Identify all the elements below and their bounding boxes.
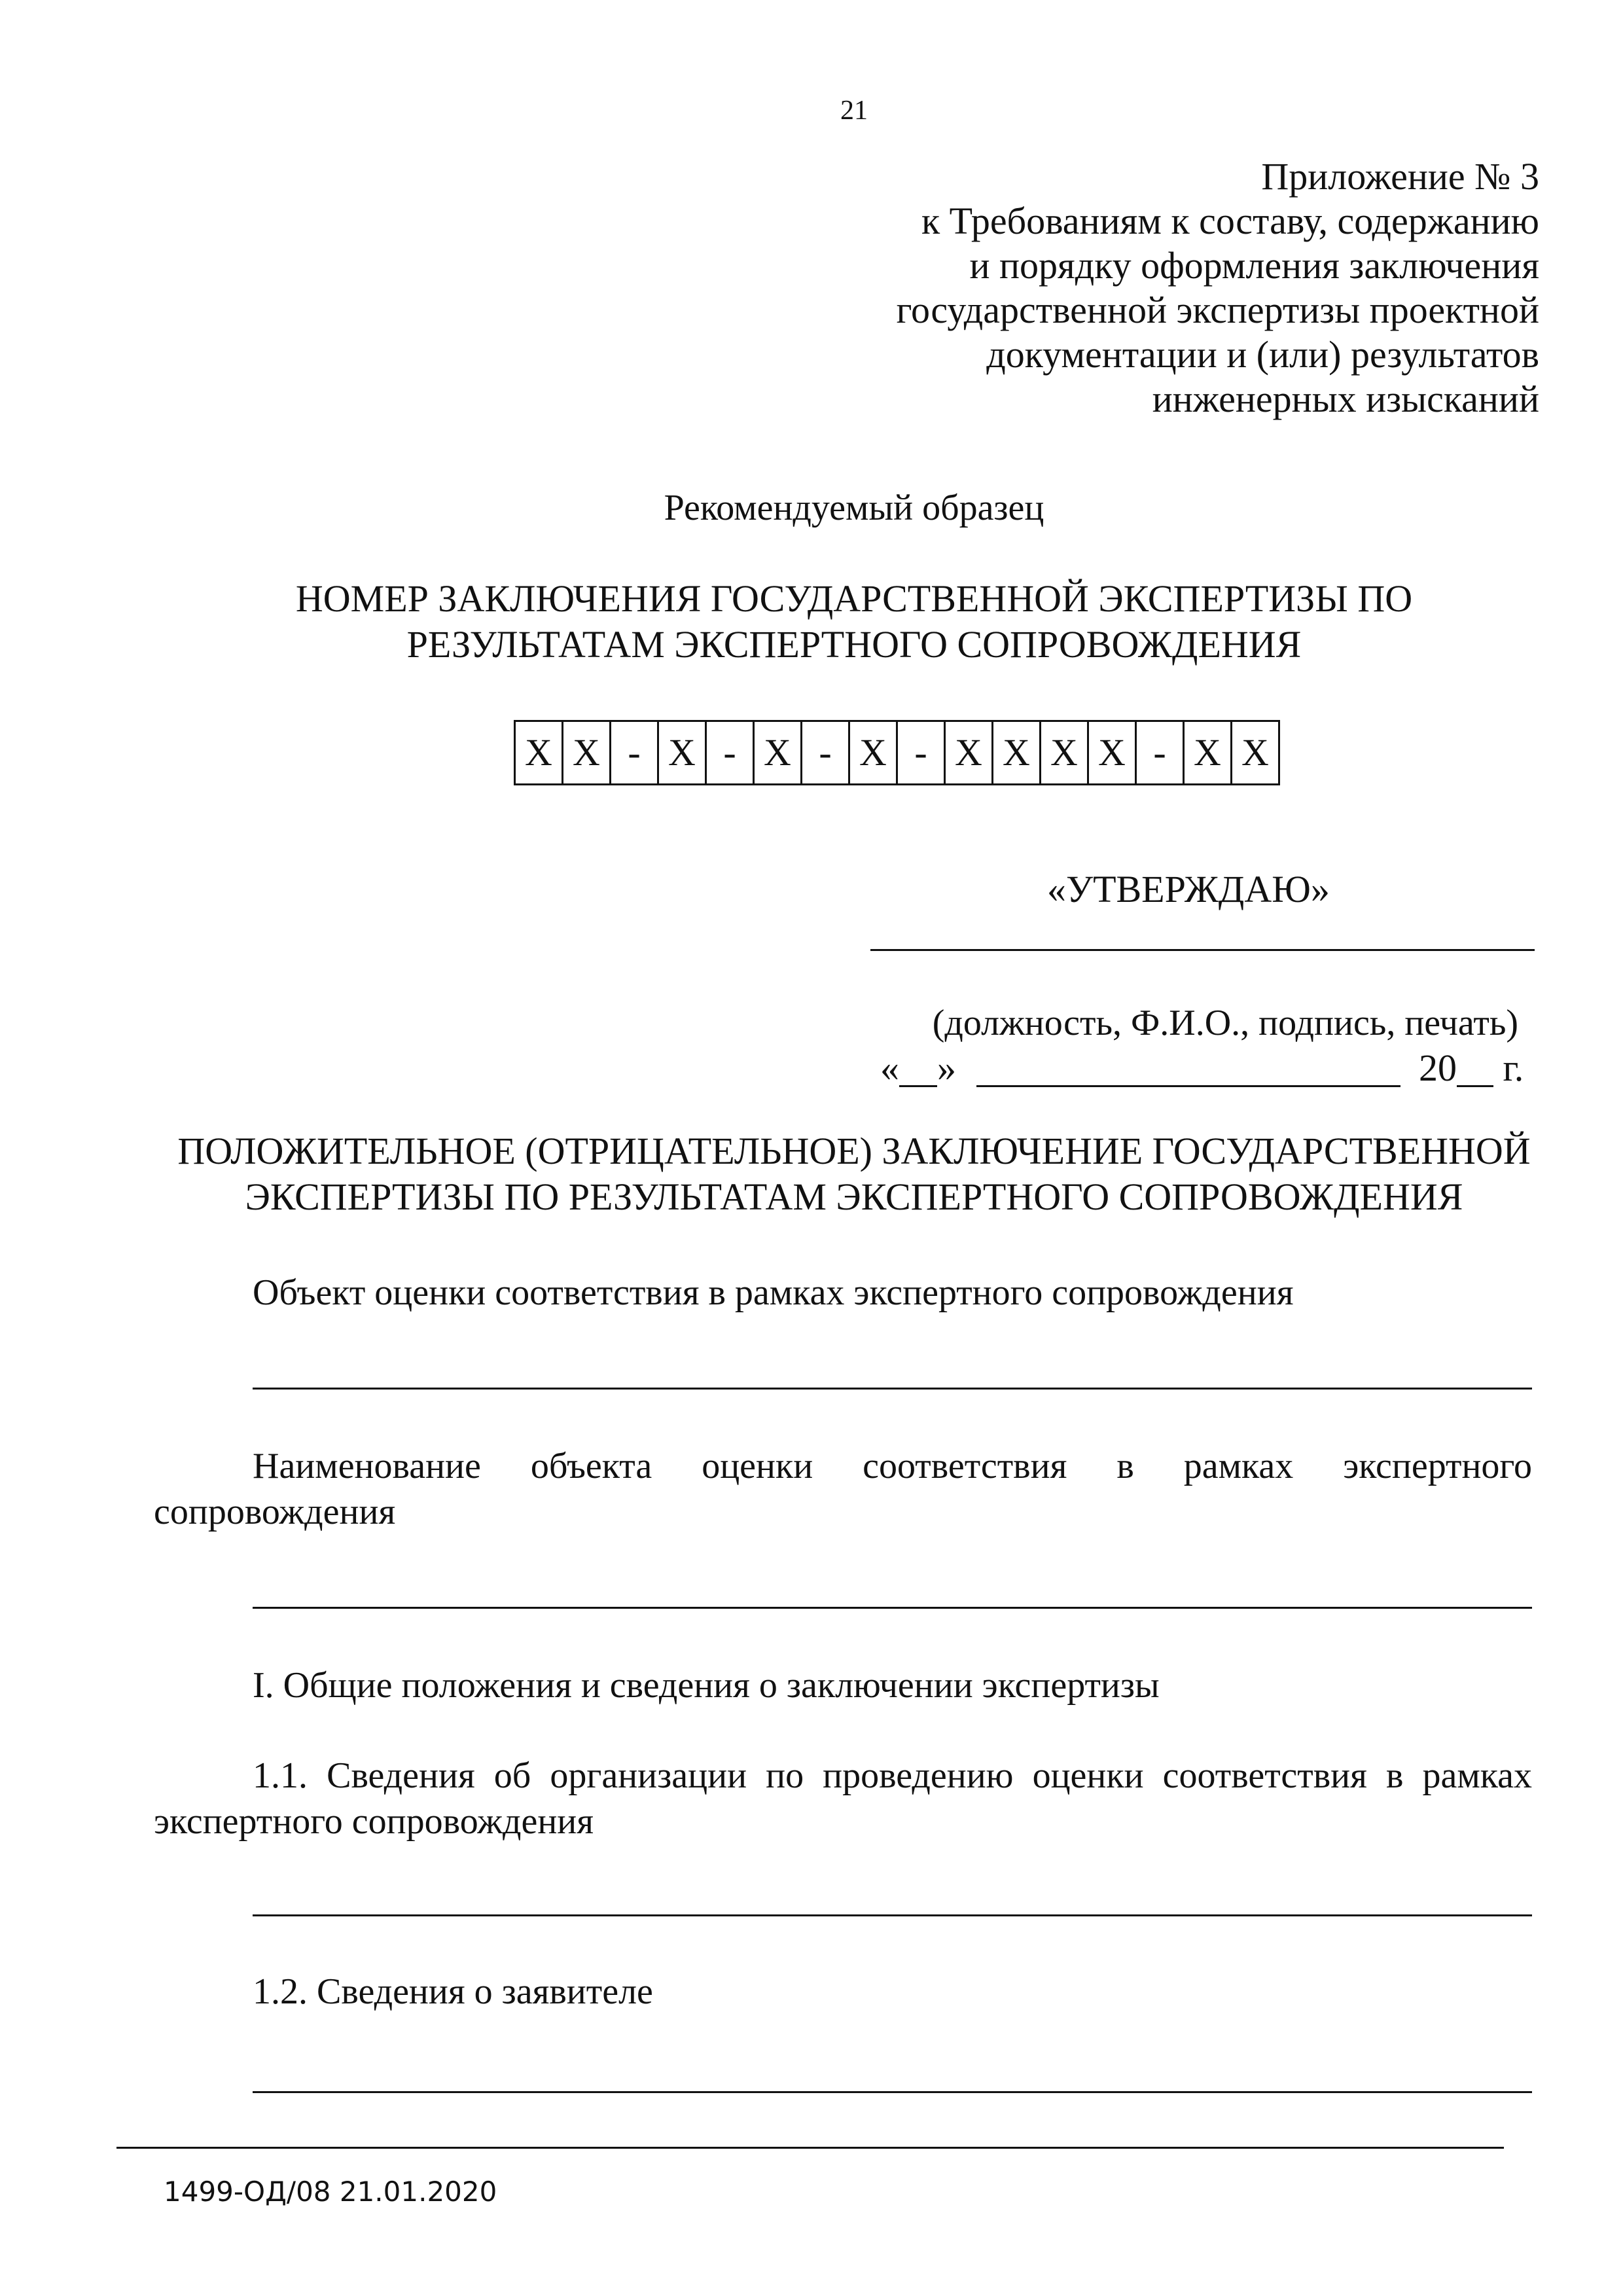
number-cell[interactable]: X <box>1041 721 1088 785</box>
appendix-line: инженерных изысканий <box>1152 378 1539 420</box>
document-reference: 1499-ОД/08 21.01.2020 <box>164 2176 497 2208</box>
number-cell[interactable]: X <box>993 721 1041 785</box>
number-cell[interactable]: X <box>849 721 897 785</box>
number-cell[interactable]: X <box>563 721 611 785</box>
date-quote-open: « <box>880 1047 899 1089</box>
number-title-line: РЕЗУЛЬТАТАМ ЭКСПЕРТНОГО СОПРОВОЖДЕНИЯ <box>406 623 1302 666</box>
appendix-line: документации и (или) результатов <box>986 333 1539 376</box>
number-cell[interactable]: X <box>1232 721 1279 785</box>
number-title <box>0 576 1623 668</box>
applicant-label: 1.2. Сведения о заявителе <box>253 1971 653 2012</box>
appendix-header <box>897 154 1539 422</box>
conclusion-title-line: ЭКСПЕРТИЗЫ ПО РЕЗУЛЬТАТАМ ЭКСПЕРТНОГО СОПРОВОЖДЕНИЯ <box>245 1175 1463 1218</box>
object-label: Объект оценки соответствия в рамках экспертного сопровождения <box>253 1272 1294 1313</box>
number-cell[interactable]: X <box>754 721 802 785</box>
object-name-field-line[interactable] <box>253 1607 1532 1609</box>
date-quote-close: » <box>937 1047 956 1089</box>
footer-divider <box>116 2147 1504 2149</box>
number-cell[interactable]: X <box>1184 721 1232 785</box>
day-blank[interactable] <box>899 1049 937 1087</box>
conclusion-title-line: ПОЛОЖИТЕЛЬНОЕ (ОТРИЦАТЕЛЬНОЕ) ЗАКЛЮЧЕНИЕ ГОСУДАРСТВЕННОЙ <box>177 1130 1531 1172</box>
year-suffix: г. <box>1493 1047 1524 1089</box>
approval-caption: (должность, Ф.И.О., подпись, печать) <box>932 1003 1518 1043</box>
number-separator: - <box>1136 721 1184 785</box>
number-cell[interactable]: X <box>1088 721 1136 785</box>
year-blank[interactable] <box>1457 1049 1493 1087</box>
number-cell[interactable]: X <box>515 721 563 785</box>
number-separator: - <box>897 721 945 785</box>
number-separator: - <box>611 721 658 785</box>
organization-label-line1: 1.1. Сведения об организации по проведению оценки соответствия в рамках <box>253 1755 1532 1796</box>
number-title-line: НОМЕР ЗАКЛЮЧЕНИЯ ГОСУДАРСТВЕННОЙ ЭКСПЕРТИЗЫ ПО <box>295 577 1413 620</box>
number-cell[interactable]: X <box>945 721 993 785</box>
approval-date <box>880 1049 1524 1087</box>
appendix-line: и порядку оформления заключения <box>969 244 1539 287</box>
appendix-line: государственной экспертизы проектной <box>896 289 1539 331</box>
approval-title: «УТВЕРЖДАЮ» <box>1047 868 1330 910</box>
section-heading: I. Общие положения и сведения о заключении экспертизы <box>253 1665 1160 1706</box>
month-blank[interactable] <box>976 1049 1400 1087</box>
appendix-line: к Требованиям к составу, содержанию <box>921 200 1539 242</box>
appendix-line: Приложение № 3 <box>1261 155 1539 198</box>
object-field-line[interactable] <box>253 1388 1532 1390</box>
object-name-label-line2: сопровождения <box>154 1492 396 1532</box>
year-prefix: 20 <box>1419 1047 1457 1089</box>
organization-field-line[interactable] <box>253 1914 1532 1916</box>
number-separator: - <box>706 721 754 785</box>
conclusion-title <box>0 1128 1623 1220</box>
object-name-label-line1: Наименование объекта оценки соответствия в рамках экспертного <box>253 1446 1532 1486</box>
number-separator: - <box>802 721 849 785</box>
applicant-field-line[interactable] <box>253 2091 1532 2093</box>
approver-signature-line[interactable] <box>870 949 1535 951</box>
number-cell[interactable]: X <box>658 721 706 785</box>
organization-label-line2: экспертного сопровождения <box>154 1801 594 1842</box>
conclusion-number-grid <box>514 720 1280 785</box>
page-number: 21 <box>840 96 868 126</box>
sample-label: Рекомендуемый образец <box>664 488 1044 528</box>
